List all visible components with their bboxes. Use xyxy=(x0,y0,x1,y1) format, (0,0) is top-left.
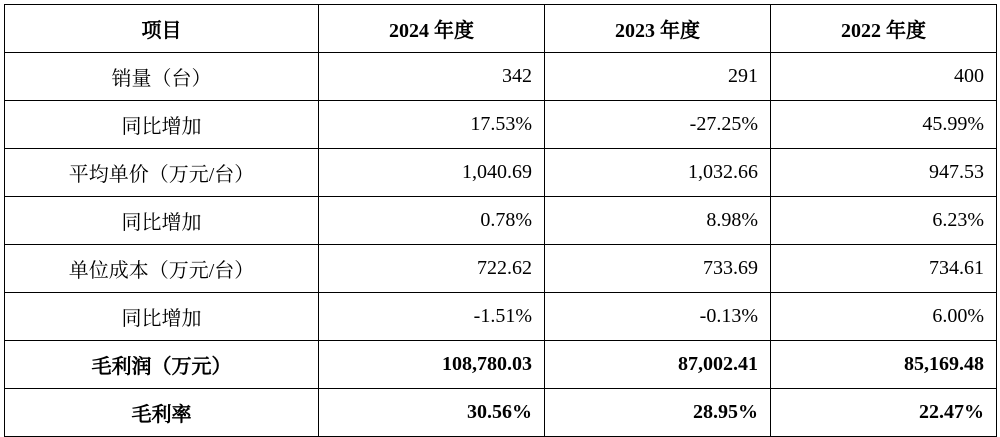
table-row xyxy=(5,101,997,149)
row-label: 单位成本（万元/台） xyxy=(5,245,319,293)
row-value-fy2024: 108,780.03 xyxy=(319,341,545,389)
table-row xyxy=(5,389,997,437)
row-label: 销量（台） xyxy=(5,53,319,101)
row-value-fy2023: 1,032.66 xyxy=(545,149,771,197)
row-label: 同比增加 xyxy=(5,293,319,341)
row-value-fy2022: 734.61 xyxy=(771,245,997,293)
row-label: 平均单价（万元/台） xyxy=(5,149,319,197)
row-value-fy2023: 8.98% xyxy=(545,197,771,245)
row-value-fy2022: 45.99% xyxy=(771,101,997,149)
table-row xyxy=(5,53,997,101)
row-value-fy2023: 291 xyxy=(545,53,771,101)
row-value-fy2024: 342 xyxy=(319,53,545,101)
row-value-fy2024: 722.62 xyxy=(319,245,545,293)
table-row xyxy=(5,245,997,293)
column-header-item: 项目 xyxy=(5,5,319,53)
row-value-fy2024: 17.53% xyxy=(319,101,545,149)
row-value-fy2022: 85,169.48 xyxy=(771,341,997,389)
row-label: 同比增加 xyxy=(5,101,319,149)
column-header-fy2024: 2024 年度 xyxy=(319,5,545,53)
table-row xyxy=(5,341,997,389)
table-row xyxy=(5,293,997,341)
row-value-fy2024: 0.78% xyxy=(319,197,545,245)
row-value-fy2023: 87,002.41 xyxy=(545,341,771,389)
row-value-fy2023: -0.13% xyxy=(545,293,771,341)
table-header-row xyxy=(5,5,997,53)
row-value-fy2022: 22.47% xyxy=(771,389,997,437)
row-value-fy2024: 30.56% xyxy=(319,389,545,437)
row-value-fy2024: -1.51% xyxy=(319,293,545,341)
row-value-fy2023: 733.69 xyxy=(545,245,771,293)
row-label: 同比增加 xyxy=(5,197,319,245)
row-value-fy2022: 947.53 xyxy=(771,149,997,197)
financial-summary-table xyxy=(4,4,997,437)
column-header-fy2022: 2022 年度 xyxy=(771,5,997,53)
table-row xyxy=(5,197,997,245)
row-value-fy2022: 400 xyxy=(771,53,997,101)
table-body xyxy=(5,5,997,437)
column-header-fy2023: 2023 年度 xyxy=(545,5,771,53)
table-row xyxy=(5,149,997,197)
row-value-fy2024: 1,040.69 xyxy=(319,149,545,197)
row-value-fy2023: 28.95% xyxy=(545,389,771,437)
row-label: 毛利率 xyxy=(5,389,319,437)
row-label: 毛利润（万元） xyxy=(5,341,319,389)
row-value-fy2022: 6.00% xyxy=(771,293,997,341)
row-value-fy2022: 6.23% xyxy=(771,197,997,245)
row-value-fy2023: -27.25% xyxy=(545,101,771,149)
